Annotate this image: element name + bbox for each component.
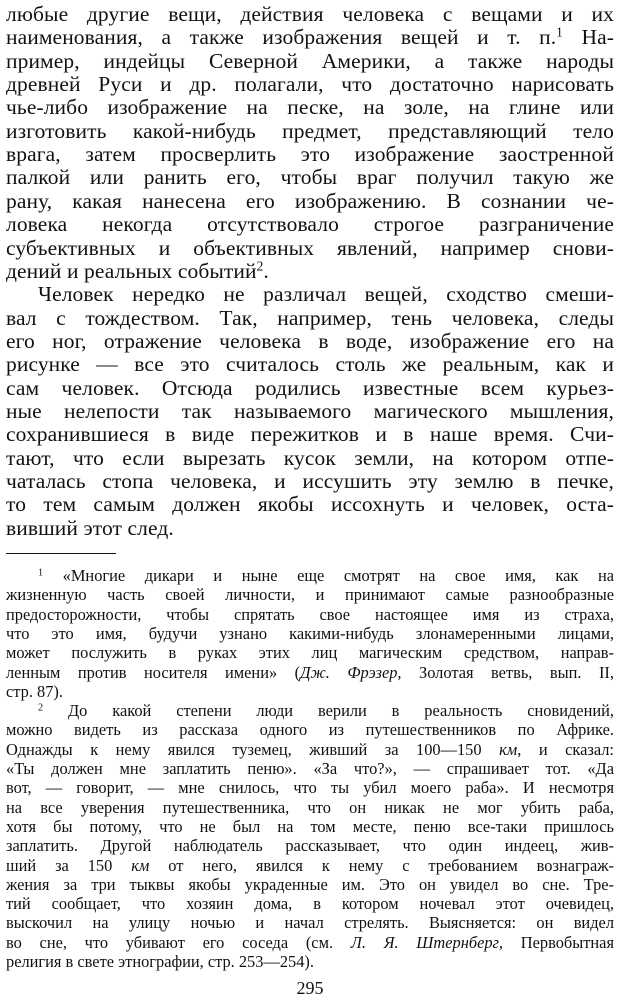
text-line: врага, затем просверлить это изображение заостренной bbox=[6, 142, 614, 167]
footnote-1: $^1$ «Многие дикари и ныне еще смотрят на свое имя, как на bbox=[38, 566, 614, 586]
text-line: чье-либо изображение на песке, на золе, на глине или bbox=[6, 95, 614, 120]
footnote-line: ленным против носителя имени» (Дж. Фрэзер, Золотая ветвь, вып. II, bbox=[6, 662, 614, 682]
footnote-2: $^2$ До какой степени люди верили в реальность сновидений, bbox=[38, 701, 614, 721]
footnote-ref-1: 1 bbox=[556, 25, 563, 41]
text-line: пример, индейцы Северной Америки, а также народы bbox=[6, 48, 614, 73]
footnote-line: во сне, что убивают его соседа (см. Л. Я. Штернберг, Первобытная bbox=[6, 932, 614, 952]
text-line: то тем самым должен якобы иссохнуть и человек, оста- bbox=[6, 492, 614, 517]
footnote-line: что это имя, будучи узнано какими-нибудь злонамеренными лицами, bbox=[6, 623, 614, 643]
footnote-line: может послужить в руках этих лиц магическим средством, направ- bbox=[6, 643, 614, 663]
footnote-line: на все уверения путешественника, что он никак не мог убить раба, bbox=[6, 797, 614, 817]
text-line: сам человек. Отсюда родились известные всем курьез- bbox=[6, 375, 614, 400]
footnote-line: «Ты должен мне заплатить пеню». «За что?», — спрашивает тот. «Да bbox=[6, 759, 614, 779]
footnote-line: Однажды к нему явился туземец, живший за 100—150 км, и сказал: bbox=[6, 739, 614, 759]
text-line: изготовить какой-нибудь предмет, представляющий тело bbox=[6, 118, 614, 143]
footnote-line: заплатить. Другой наблюдатель рассказывает, что один индеец, жив- bbox=[6, 836, 614, 856]
footnote-line: стр. 87). bbox=[6, 681, 63, 701]
text-line: его ног, отражение человека в воде, изображение его на bbox=[6, 328, 614, 353]
text-line: чаталась стопа человека, и иссушить эту землю в печке, bbox=[6, 469, 614, 493]
footnote-line: ший за 150 км от него, явился к нему с требованием вознаграж- bbox=[6, 855, 614, 875]
text-line: ные нелепости так называемого магического мышления, bbox=[6, 398, 614, 423]
footnote-line: предосторожности, чтобы спрятать свое настоящее имя из страха, bbox=[6, 604, 614, 624]
paragraph-start: Человек нередко не различал вещей, сходство смеши- bbox=[38, 282, 614, 307]
footnote-line: выскочил на улицу ночью и начал стрелять. Выясняется: он видел bbox=[6, 913, 614, 933]
text-line: ловека некогда отсутствовало строгое разграничение bbox=[6, 212, 614, 237]
text-line: палкой или ранить его, чтобы враг получил такую же bbox=[6, 165, 614, 190]
footnote-line: жизненную часть своей личности, и принимают самые разнообразные bbox=[6, 585, 614, 605]
footnote-line: можно видеть из рассказа одного из путешественников по Африке. bbox=[6, 720, 614, 740]
footnote-line: религия в свете этнографии, стр. 253—254). bbox=[6, 952, 314, 972]
text-line: субъективных и объективных явлений, например снови- bbox=[6, 235, 614, 260]
footnote-line: тий сообщает, что хозяин дома, в котором ночевал этот очевидец, bbox=[6, 894, 614, 914]
footnote-line: хотя бы потому, что не был на том месте, пеню все-таки пришлось bbox=[6, 816, 614, 836]
text-line: рисунке — все это считалось столь же реальным, как и bbox=[6, 352, 614, 377]
text-line: любые другие вещи, действия человека с вещами и их bbox=[6, 2, 614, 26]
text-line: дений и реальных событий$^2$. bbox=[6, 258, 269, 283]
text-line: вал с тождеством. Так, например, тень человека, следы bbox=[6, 305, 614, 330]
footnote-line: вот, — говорит, — мне снилось, что ты убил моего раба». И несмотря bbox=[6, 778, 614, 798]
text-line: древней Руси и др. полагали, что достаточно нарисовать bbox=[6, 72, 614, 97]
footnote-line: жения за три тыквы якобы украденные им. Это он увидел во сне. Тре- bbox=[6, 874, 614, 894]
text-line: вивший этот след. bbox=[6, 515, 174, 540]
text-line: тают, что если вырезать кусок земли, на котором отпе- bbox=[6, 445, 614, 470]
footnote-separator bbox=[6, 553, 116, 554]
text-line: сохранившиеся в виде пережитков и в наше время. Счи- bbox=[6, 422, 614, 447]
text-line: наименования, а также изображения вещей и т. п.$^1$ На- bbox=[6, 25, 614, 50]
page-number: 295 bbox=[296, 978, 324, 998]
footnote-ref-2: 2 bbox=[256, 258, 264, 274]
text-line: рану, какая нанесена его изображению. В сознании че- bbox=[6, 188, 614, 213]
